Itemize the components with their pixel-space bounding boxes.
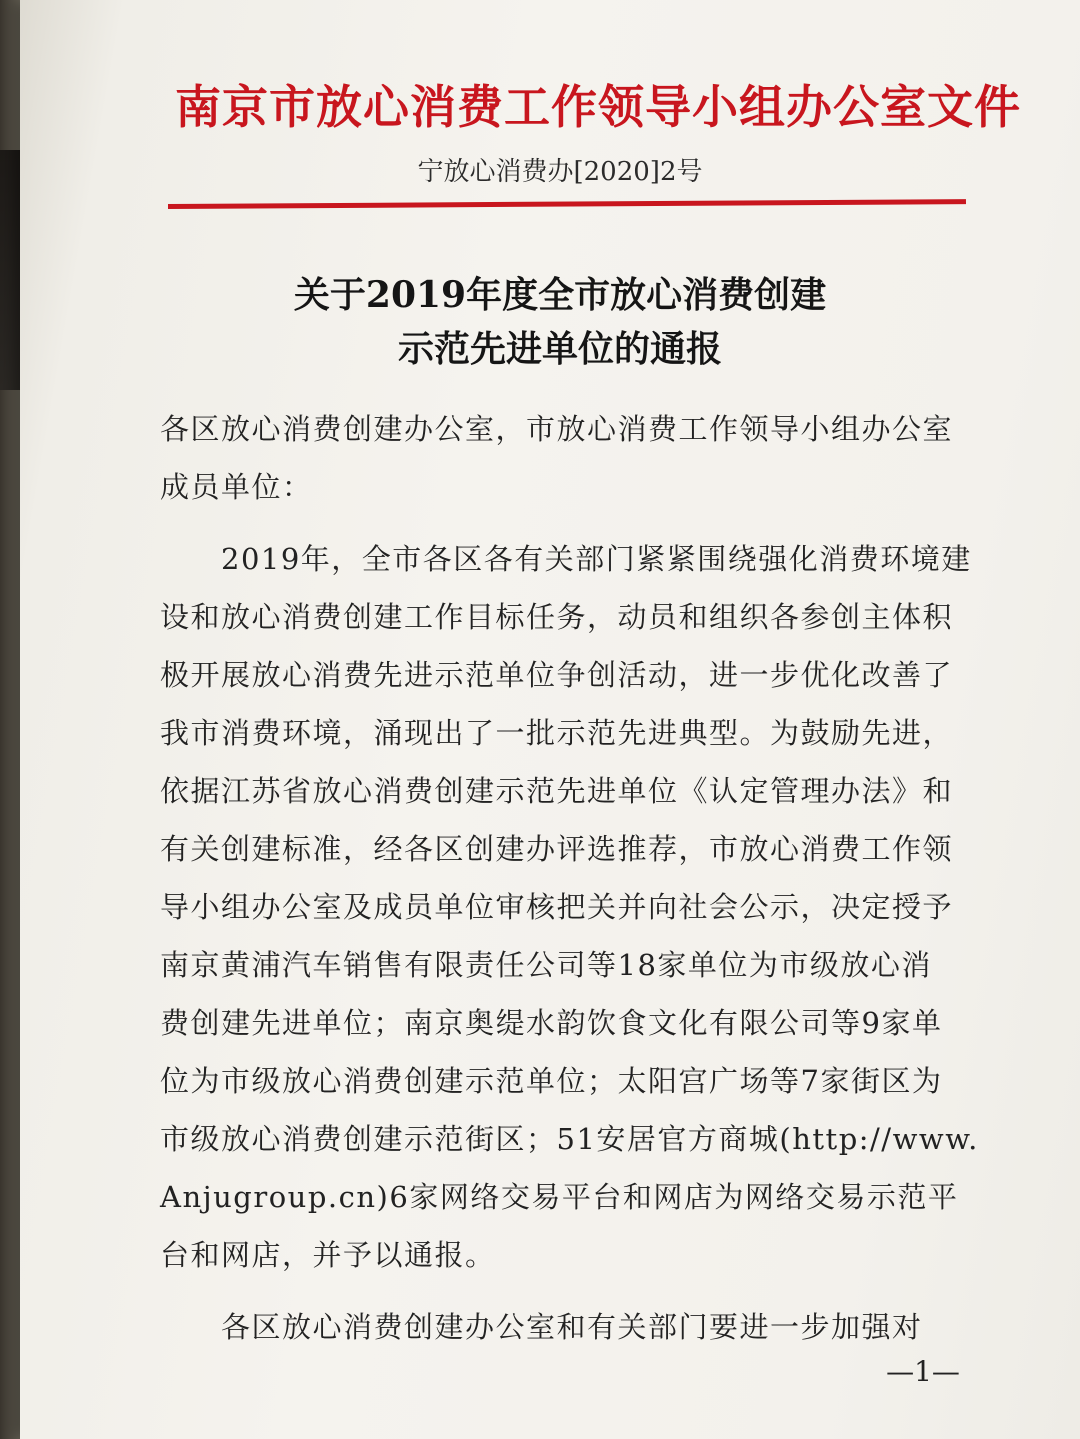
title-line: 关于2019年度全市放心消费创建 [293,274,827,316]
document-title [250,268,870,376]
paragraph-line: 我市消费环境，涌现出了一批示范先进典型。为鼓励先进， [160,716,954,750]
paragraph-line: 极开展放心消费先进示范单位争创活动，进一步优化改善了 [160,658,954,692]
paragraph-line: 设和放心消费创建工作目标任务，动员和组织各参创主体积 [160,600,954,634]
paragraph-line: 台和网店，并予以通报。 [160,1238,496,1272]
paragraph-line: 位为市级放心消费创建示范单位；太阳宫广场等7家街区为 [160,1064,943,1098]
paragraph-line: 市级放心消费创建示范街区；51安居官方商城(http://www. [160,1122,979,1156]
document-header: 南京市放心消费工作领导小组办公室文件 [175,80,1021,134]
page-number: —1— [886,1355,960,1388]
paragraph-line: 各区放心消费创建办公室和有关部门要进一步加强对 [160,1310,923,1344]
addressee-line: 各区放心消费创建办公室，市放心消费工作领导小组办公室 [160,412,954,446]
paragraph-line: 依据江苏省放心消费创建示范先进单位《认定管理办法》和 [160,774,954,808]
addressee-line: 成员单位： [160,470,313,504]
paragraph-line: 有关创建标准，经各区创建办评选推荐，市放心消费工作领 [160,832,954,866]
title-line: 示范先进单位的通报 [397,328,722,370]
paragraph-line: 2019年，全市各区各有关部门紧紧围绕强化消费环境建 [160,542,972,576]
paragraph-line: Anjugroup.cn)6家网络交易平台和网店为网络交易示范平 [160,1180,959,1214]
paragraph-line: 南京黄浦汽车销售有限责任公司等18家单位为市级放心消 [160,948,932,982]
paragraph-line: 导小组办公室及成员单位审核把关并向社会公示，决定授予 [160,890,954,924]
document-body [160,400,979,1356]
document-number: 宁放心消费办[2020]2号 [417,157,703,187]
paragraph-line: 费创建先进单位；南京奥缇水韵饮食文化有限公司等9家单 [160,1006,943,1040]
